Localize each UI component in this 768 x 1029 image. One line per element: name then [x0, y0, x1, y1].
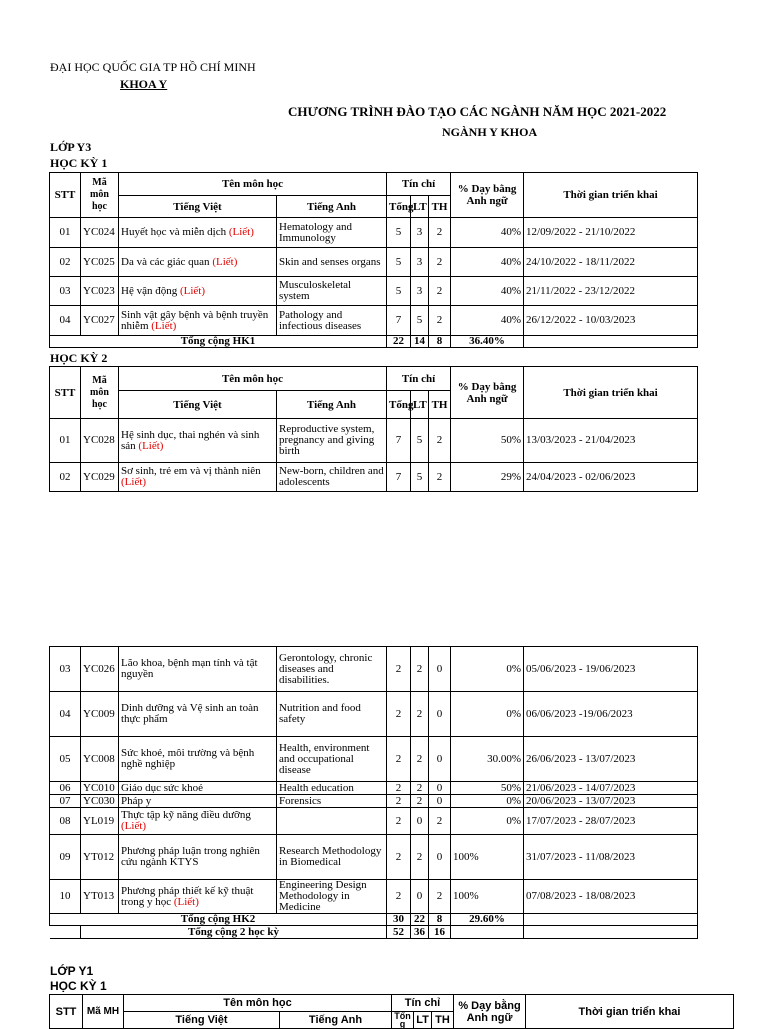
- row-stt: 10: [50, 880, 81, 914]
- row-code: YL019: [81, 808, 119, 835]
- row-timeline: 07/08/2023 - 18/08/2023: [524, 880, 698, 914]
- y1-col-vietnamese: Tiếng Việt: [124, 1012, 280, 1029]
- year-total-th: 16: [429, 926, 451, 939]
- row-timeline: 17/07/2023 - 28/07/2023: [524, 808, 698, 835]
- col-course-name: Tên môn học: [119, 367, 387, 391]
- row-lt-credits: 0: [411, 880, 429, 914]
- year-total-label: Tổng cộng 2 học kỳ: [81, 926, 387, 939]
- table-row: [50, 218, 698, 248]
- row-english-pct: 40%: [451, 277, 524, 306]
- row-total-credits: 5: [387, 218, 411, 248]
- row-total-credits: 7: [387, 419, 411, 463]
- row-vietnamese-name: [119, 277, 277, 306]
- row-code: YC028: [81, 419, 119, 463]
- row-english-pct: 100%: [451, 835, 524, 880]
- row-english-name: Skin and senses organs: [277, 248, 387, 277]
- row-english-name: Pathology and infectious diseases: [277, 306, 387, 336]
- row-vietnamese-name: [119, 419, 277, 463]
- semester-2-label: HỌC KỲ 2: [50, 351, 108, 365]
- hk2-total-pct: 29.60%: [451, 914, 524, 926]
- major-name: NGÀNH Y KHOA: [442, 125, 538, 139]
- row-english-pct: 40%: [451, 248, 524, 277]
- class-y3-label: LỚP Y3: [50, 140, 92, 154]
- row-english-pct: 100%: [451, 880, 524, 914]
- table-row: [50, 306, 698, 336]
- y1-col-timeline: Thời gian triển khai: [526, 995, 734, 1029]
- row-code: YT012: [81, 835, 119, 880]
- table-row: [50, 647, 698, 692]
- col-stt: STT: [50, 173, 81, 218]
- col-th: TH: [429, 391, 451, 419]
- row-vietnamese-name: [119, 218, 277, 248]
- row-total-credits: 2: [387, 795, 411, 808]
- y1-col-credits: Tín chỉ: [392, 995, 454, 1012]
- row-vietnamese-name: [119, 463, 277, 492]
- row-lt-credits: 2: [411, 782, 429, 795]
- row-timeline: 06/06/2023 -19/06/2023: [524, 692, 698, 737]
- row-english-name: Forensics: [277, 795, 387, 808]
- row-english-name: New-born, children and adolescents: [277, 463, 387, 492]
- hk1-total-label: Tổng cộng HK1: [50, 336, 387, 348]
- col-english-pct: % Dạy bằng Anh ngữ: [451, 367, 524, 419]
- row-th-credits: 0: [429, 692, 451, 737]
- col-th: TH: [429, 196, 451, 218]
- y1-col-stt: STT: [50, 995, 83, 1029]
- col-timeline: Thời gian triển khai: [524, 173, 698, 218]
- y1-col-total: Tổn g: [392, 1012, 414, 1029]
- row-stt: 04: [50, 306, 81, 336]
- row-total-credits: 5: [387, 277, 411, 306]
- vietnamese-name-text: Thực tập kỹ năng điều dưỡng: [121, 809, 251, 821]
- vietnamese-name-text: Phương pháp luận trong nghiên cứu ngành KTYS: [121, 845, 260, 868]
- col-total: Tổng: [387, 391, 411, 419]
- row-code: YC026: [81, 647, 119, 692]
- vietnamese-name-text: Sơ sinh, trẻ em và vị thành niên: [121, 465, 261, 477]
- row-code: YC024: [81, 218, 119, 248]
- row-vietnamese-name: [119, 880, 277, 914]
- hk2-total-empty: [524, 914, 698, 926]
- col-credits: Tín chỉ: [387, 367, 451, 391]
- row-english-name: [277, 808, 387, 835]
- row-stt: 03: [50, 277, 81, 306]
- row-english-name: Health education: [277, 782, 387, 795]
- hk1-total-pct: 36.40%: [451, 336, 524, 348]
- row-code: YC009: [81, 692, 119, 737]
- row-english-pct: 0%: [451, 692, 524, 737]
- y1-col-lt: LT: [414, 1012, 432, 1029]
- row-timeline: 20/06/2023 - 13/07/2023: [524, 795, 698, 808]
- row-code: YC030: [81, 795, 119, 808]
- row-code: YC023: [81, 277, 119, 306]
- row-stt: 04: [50, 692, 81, 737]
- y1-semester-1-label: HỌC KỲ 1: [50, 979, 107, 993]
- row-th-credits: 2: [429, 218, 451, 248]
- y1-col-course-name: Tên môn học: [124, 995, 392, 1012]
- row-stt: 03: [50, 647, 81, 692]
- row-english-name: Research Methodology in Biomedical: [277, 835, 387, 880]
- liet-tag: (Liết): [212, 255, 238, 268]
- col-vietnamese: Tiếng Việt: [119, 196, 277, 218]
- table-row: [50, 835, 698, 880]
- row-vietnamese-name: [119, 795, 277, 808]
- vietnamese-name-text: Lão khoa, bệnh mạn tính và tật nguyền: [121, 657, 258, 680]
- row-vietnamese-name: [119, 737, 277, 782]
- col-credits: Tín chỉ: [387, 173, 451, 196]
- table-row: [50, 419, 698, 463]
- row-stt: 02: [50, 463, 81, 492]
- row-lt-credits: 2: [411, 647, 429, 692]
- row-english-name: Health, environment and occupational disease: [277, 737, 387, 782]
- y1-semester-1-table: [49, 994, 734, 1029]
- y1-col-english-pct: % Dạy bằng Anh ngữ: [454, 995, 526, 1029]
- row-english-name: Musculoskeletal system: [277, 277, 387, 306]
- row-timeline: 26/12/2022 - 10/03/2023: [524, 306, 698, 336]
- row-code: YC025: [81, 248, 119, 277]
- hk2-total-lt: 22: [411, 914, 429, 926]
- row-total-credits: 2: [387, 835, 411, 880]
- row-english-name: Hematology and Immunology: [277, 218, 387, 248]
- row-total-credits: 2: [387, 692, 411, 737]
- vietnamese-name-text: Giáo dục sức khoẻ: [121, 781, 204, 794]
- row-th-credits: 2: [429, 880, 451, 914]
- semester-1-label: HỌC KỲ 1: [50, 156, 108, 170]
- vietnamese-name-text: Phương pháp thiết kế kỹ thuật trong y học: [121, 884, 254, 908]
- row-th-credits: 2: [429, 306, 451, 336]
- row-th-credits: 2: [429, 463, 451, 492]
- table-row: [50, 692, 698, 737]
- row-th-credits: 0: [429, 835, 451, 880]
- col-vietnamese: Tiếng Việt: [119, 391, 277, 419]
- liet-tag: (Liết): [138, 439, 164, 452]
- row-timeline: 24/04/2023 - 02/06/2023: [524, 463, 698, 492]
- table-row: [50, 782, 698, 795]
- table-row: [50, 737, 698, 782]
- hk1-total-empty: [524, 336, 698, 348]
- university-name: ĐẠI HỌC QUỐC GIA TP HỒ CHÍ MINH: [50, 60, 256, 74]
- row-vietnamese-name: [119, 782, 277, 795]
- class-y1-label: LỚP Y1: [50, 964, 94, 978]
- liet-tag: (Liết): [121, 820, 147, 832]
- row-timeline: 12/09/2022 - 21/10/2022: [524, 218, 698, 248]
- row-th-credits: 2: [429, 808, 451, 835]
- row-total-credits: 2: [387, 647, 411, 692]
- col-total: Tổng: [387, 196, 411, 218]
- row-vietnamese-name: [119, 647, 277, 692]
- row-lt-credits: 3: [411, 218, 429, 248]
- row-stt: 01: [50, 419, 81, 463]
- row-timeline: 05/06/2023 - 19/06/2023: [524, 647, 698, 692]
- semester-1-table: [49, 172, 698, 348]
- row-english-name: Reproductive system, pregnancy and giving birth: [277, 419, 387, 463]
- liet-tag: (Liết): [151, 319, 177, 332]
- row-timeline: 26/06/2023 - 13/07/2023: [524, 737, 698, 782]
- row-lt-credits: 3: [411, 248, 429, 277]
- row-stt: 01: [50, 218, 81, 248]
- liet-tag: (Liết): [179, 284, 206, 297]
- row-english-pct: 50%: [451, 419, 524, 463]
- year-total-lt: 36: [411, 926, 429, 939]
- vietnamese-name-text: Huyết học và miễn dịch: [121, 226, 227, 238]
- row-th-credits: 2: [429, 248, 451, 277]
- row-lt-credits: 2: [411, 737, 429, 782]
- hk1-total-th: 8: [429, 336, 451, 348]
- row-th-credits: 0: [429, 795, 451, 808]
- vietnamese-name-text: Sức khoẻ, môi trường và bệnh nghề nghiệp: [121, 747, 255, 770]
- row-lt-credits: 2: [411, 795, 429, 808]
- y1-col-code: Mã MH: [83, 995, 124, 1029]
- row-english-name: Engineering Design Methodology in Medicine: [277, 880, 387, 914]
- vietnamese-name-text: Pháp y: [121, 794, 152, 807]
- row-th-credits: 2: [429, 419, 451, 463]
- hk1-total-credits: 22: [387, 336, 411, 348]
- table-row: [50, 248, 698, 277]
- row-th-credits: 0: [429, 737, 451, 782]
- document-title: CHƯƠNG TRÌNH ĐÀO TẠO CÁC NGÀNH NĂM HỌC 2021-2022: [288, 104, 667, 119]
- col-course-name: Tên môn học: [119, 173, 387, 196]
- row-timeline: 24/10/2022 - 18/11/2022: [524, 248, 698, 277]
- table-row: [50, 795, 698, 808]
- row-vietnamese-name: [119, 835, 277, 880]
- col-stt: STT: [50, 367, 81, 419]
- vietnamese-name-text: Sinh vật gây bệnh và bệnh truyền nhiễm: [121, 308, 269, 332]
- row-stt: 09: [50, 835, 81, 880]
- col-lt: LT: [411, 391, 429, 419]
- table-row: [50, 463, 698, 492]
- hk2-total-credits: 30: [387, 914, 411, 926]
- row-total-credits: 2: [387, 808, 411, 835]
- row-total-credits: 2: [387, 737, 411, 782]
- col-code: Mã môn học: [81, 173, 119, 218]
- col-code: Mã môn học: [81, 367, 119, 419]
- row-code: YC029: [81, 463, 119, 492]
- col-english-pct: % Dạy bằng Anh ngữ: [451, 173, 524, 218]
- row-english-pct: 30.00%: [451, 737, 524, 782]
- row-english-pct: 50%: [451, 782, 524, 795]
- year-total-spacer: [50, 926, 81, 939]
- row-stt: 02: [50, 248, 81, 277]
- row-timeline: 21/11/2022 - 23/12/2022: [524, 277, 698, 306]
- semester-2-table: [49, 366, 698, 492]
- row-stt: 07: [50, 795, 81, 808]
- row-english-name: Nutrition and food safety: [277, 692, 387, 737]
- col-english: Tiếng Anh: [277, 391, 387, 419]
- row-timeline: 31/07/2023 - 11/08/2023: [524, 835, 698, 880]
- liet-tag: (Liết): [173, 895, 199, 908]
- year-total-pct-empty: [451, 926, 524, 939]
- vietnamese-name-text: Hệ sinh dục, thai nghén và sinh sản: [121, 428, 260, 452]
- liet-tag: (Liết): [121, 476, 147, 488]
- table-row: [50, 880, 698, 914]
- hk1-total-lt: 14: [411, 336, 429, 348]
- row-total-credits: 7: [387, 463, 411, 492]
- row-stt: 08: [50, 808, 81, 835]
- faculty-name: KHOA Y: [120, 77, 168, 91]
- row-total-credits: 2: [387, 880, 411, 914]
- row-lt-credits: 0: [411, 808, 429, 835]
- col-lt: LT: [411, 196, 429, 218]
- row-english-pct: 29%: [451, 463, 524, 492]
- row-lt-credits: 5: [411, 463, 429, 492]
- row-stt: 05: [50, 737, 81, 782]
- row-lt-credits: 3: [411, 277, 429, 306]
- vietnamese-name-text: Hệ vận động: [121, 284, 178, 297]
- col-timeline: Thời gian triển khai: [524, 367, 698, 419]
- row-english-pct: 40%: [451, 218, 524, 248]
- vietnamese-name-text: Da và các giác quan: [121, 255, 210, 268]
- row-total-credits: 7: [387, 306, 411, 336]
- row-lt-credits: 2: [411, 835, 429, 880]
- row-code: YC008: [81, 737, 119, 782]
- row-vietnamese-name: [119, 248, 277, 277]
- row-english-name: Gerontology, chronic diseases and disabilities.: [277, 647, 387, 692]
- row-vietnamese-name: [119, 808, 277, 835]
- row-lt-credits: 5: [411, 419, 429, 463]
- year-total-credits: 52: [387, 926, 411, 939]
- col-english: Tiếng Anh: [277, 196, 387, 218]
- row-english-pct: 40%: [451, 306, 524, 336]
- row-vietnamese-name: [119, 306, 277, 336]
- row-total-credits: 2: [387, 782, 411, 795]
- semester-2-table-continued: [49, 646, 698, 939]
- row-english-pct: 0%: [451, 808, 524, 835]
- liet-tag: (Liết): [228, 226, 254, 238]
- year-total-time-empty: [524, 926, 698, 939]
- row-th-credits: 0: [429, 782, 451, 795]
- row-timeline: 21/06/2023 - 14/07/2023: [524, 782, 698, 795]
- row-english-pct: 0%: [451, 647, 524, 692]
- y1-col-english: Tiếng Anh: [280, 1012, 392, 1029]
- row-lt-credits: 2: [411, 692, 429, 737]
- row-code: YT013: [81, 880, 119, 914]
- row-th-credits: 0: [429, 647, 451, 692]
- row-timeline: 13/03/2023 - 21/04/2023: [524, 419, 698, 463]
- row-th-credits: 2: [429, 277, 451, 306]
- row-lt-credits: 5: [411, 306, 429, 336]
- row-stt: 06: [50, 782, 81, 795]
- hk2-total-th: 8: [429, 914, 451, 926]
- row-english-pct: 0%: [451, 795, 524, 808]
- row-code: YC010: [81, 782, 119, 795]
- table-row: [50, 808, 698, 835]
- row-code: YC027: [81, 306, 119, 336]
- hk2-total-label: Tổng cộng HK2: [50, 914, 387, 926]
- table-row: [50, 277, 698, 306]
- y1-col-th: TH: [432, 1012, 454, 1029]
- row-vietnamese-name: [119, 692, 277, 737]
- vietnamese-name-text: Dinh dưỡng và Vệ sinh an toàn thực phẩm: [121, 702, 259, 725]
- row-total-credits: 5: [387, 248, 411, 277]
